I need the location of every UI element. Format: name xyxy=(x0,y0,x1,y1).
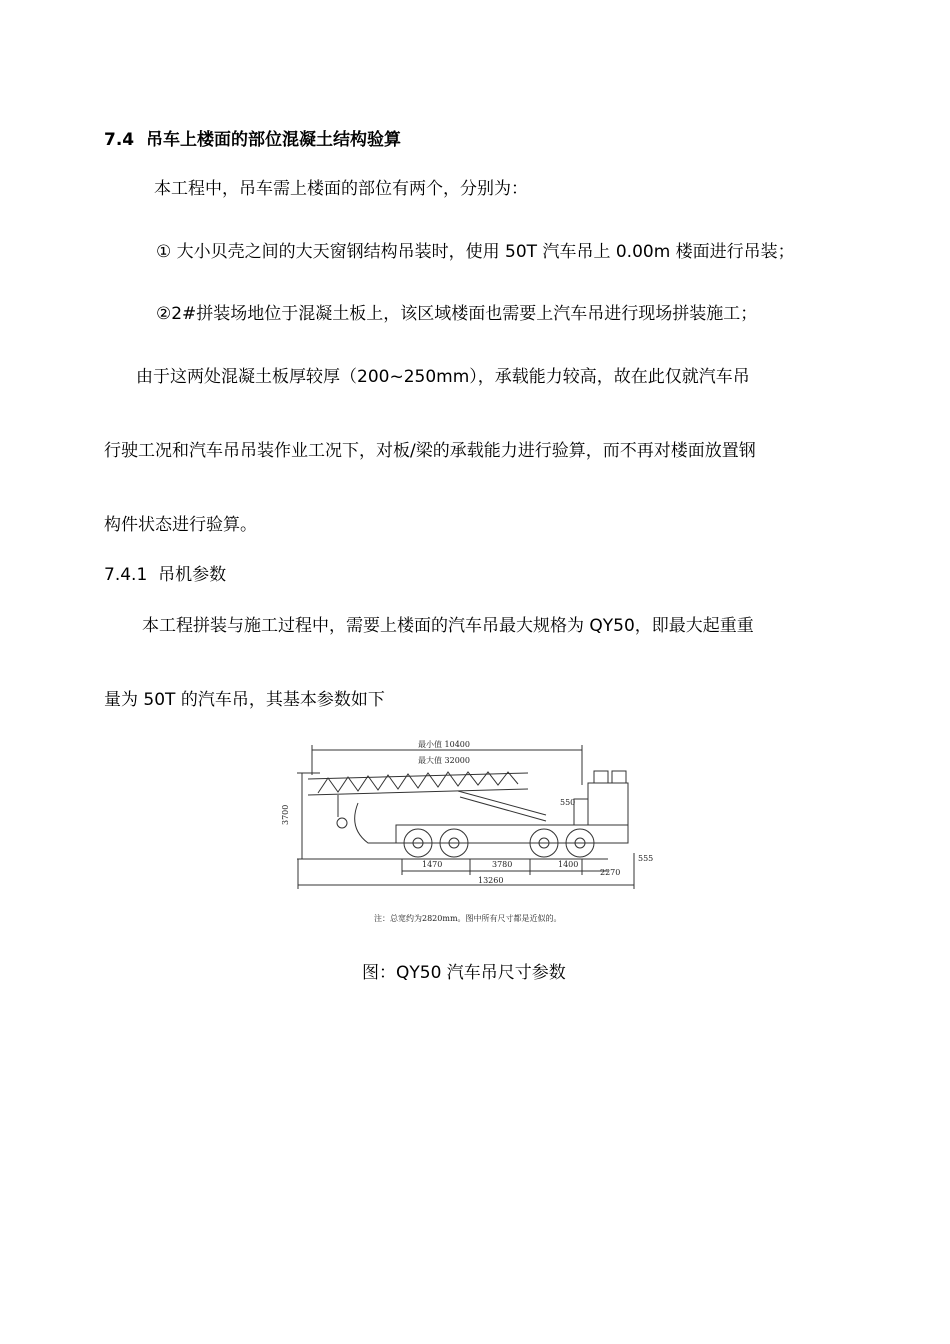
crane-drawing xyxy=(278,733,678,933)
dim-min-label: 最小值 10400 xyxy=(418,740,470,749)
crane-dimension-figure xyxy=(278,733,678,933)
chassis xyxy=(396,825,628,843)
boom xyxy=(308,789,528,795)
section-number: 7.4 xyxy=(104,130,135,150)
paragraph-line: 由于这两处混凝土板厚较厚（200~250mm），承载能力较高，故在此仅就汽车吊 xyxy=(136,367,750,387)
intro-paragraph: 本工程中，吊车需上楼面的部位有两个，分别为： xyxy=(154,179,528,199)
cab xyxy=(588,783,628,825)
dim-2270: 2270 xyxy=(600,868,621,877)
figure-caption: 图：QY50 汽车吊尺寸参数 xyxy=(362,963,566,983)
subsection-title: 吊机参数 xyxy=(158,565,227,585)
section-heading xyxy=(104,129,401,151)
subsection-heading xyxy=(104,564,226,586)
paragraph-line: 构件状态进行验算。 xyxy=(104,515,257,535)
hook xyxy=(337,818,347,828)
section-title: 吊车上楼面的部位混凝土结构验算 xyxy=(145,130,401,150)
paragraph-line: 量为 50T 的汽车吊，其基本参数如下 xyxy=(104,690,385,710)
paragraph-line: 行驶工况和汽车吊吊装作业工况下，对板/梁的承载能力进行验算，而不再对楼面放置钢 xyxy=(104,441,756,461)
boom xyxy=(308,773,528,779)
figure-note: 注：总宽约为2820mm。图中所有尺寸都是近似的。 xyxy=(374,914,562,923)
list-item-1: ① 大小贝壳之间的大天窗钢结构吊装时，使用 50T 汽车吊上 0.00m 楼面进行吊装； xyxy=(156,242,795,262)
dim-height: 3700 xyxy=(281,804,290,825)
subsection-number: 7.4.1 xyxy=(104,565,148,585)
dim-555: 555 xyxy=(638,854,654,863)
boom-support xyxy=(355,803,396,843)
paragraph-line: 本工程拼装与施工过程中，需要上楼面的汽车吊最大规格为 QY50，即最大起重重 xyxy=(142,616,754,636)
cab-top xyxy=(594,771,608,783)
list-item-2: ②2#拼装场地位于混凝土板上，该区域楼面也需要上汽车吊进行现场拼装施工； xyxy=(156,304,758,324)
luffing-cylinder xyxy=(458,791,546,815)
dim-1400: 1400 xyxy=(558,860,579,869)
dim-3780: 3780 xyxy=(492,860,513,869)
dim-max-label: 最大值 32000 xyxy=(418,756,470,765)
cab-top xyxy=(612,771,626,783)
dim-13260: 13260 xyxy=(478,876,504,885)
luffing-cylinder xyxy=(460,797,546,821)
dim-1470: 1470 xyxy=(422,860,443,869)
counterweight xyxy=(574,799,588,825)
dim-550: 550 xyxy=(560,798,576,807)
